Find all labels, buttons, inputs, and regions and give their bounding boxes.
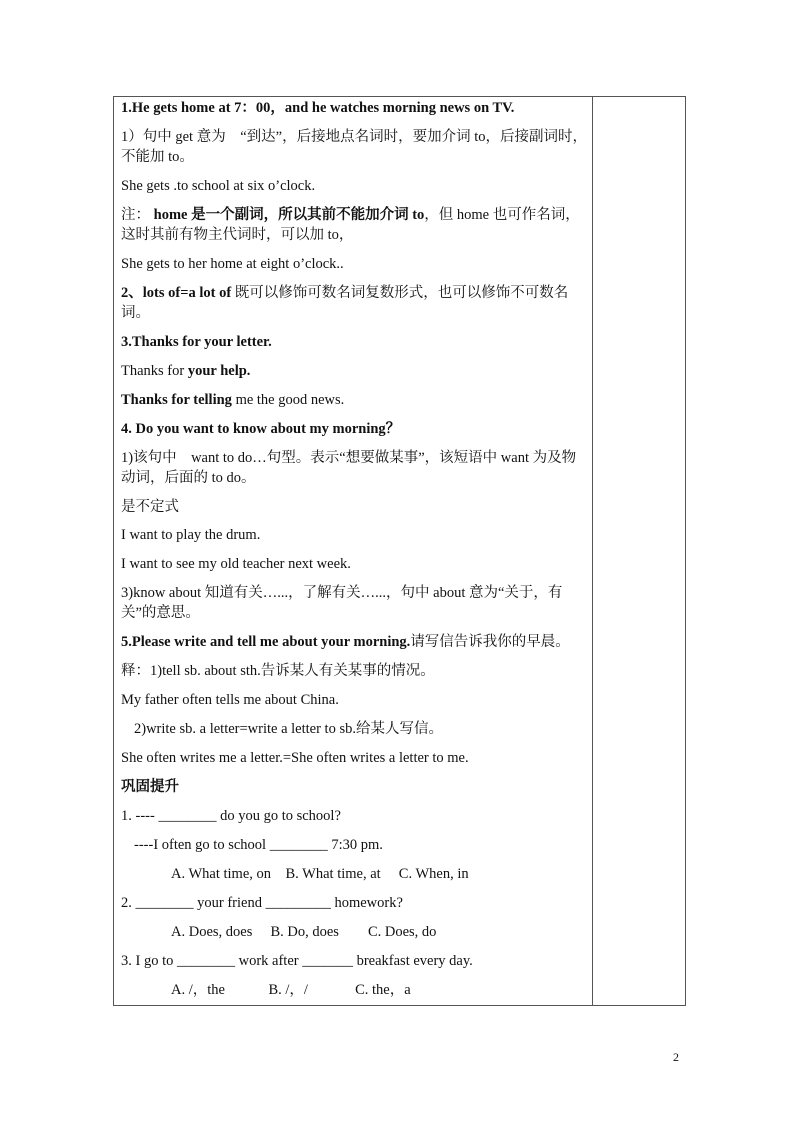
text-line <box>121 254 587 274</box>
text-line <box>121 525 587 545</box>
text-line <box>121 497 587 517</box>
text-line <box>121 419 587 439</box>
text-segment: 释：1)tell sb. about sth.告诉某人有关某事的情况。 <box>121 663 435 679</box>
text-segment: 2. ________ your friend _________ homework? <box>121 895 403 911</box>
text-segment: 4. Do you want to know about my morning？ <box>121 421 401 437</box>
text-segment: 巩固提升 <box>121 779 179 795</box>
text-line <box>121 690 587 710</box>
text-line <box>121 98 587 118</box>
text-line <box>121 806 587 826</box>
text-line <box>121 951 587 971</box>
text-segment: 注： <box>121 207 150 223</box>
text-segment: 5.Please write and tell me about your morning. <box>121 634 411 650</box>
text-segment: Thanks for telling <box>121 392 232 408</box>
text-segment: home 是一个副词，所以其前不能加介词 to <box>150 207 425 223</box>
text-line <box>121 127 587 167</box>
text-segment: 是不定式 <box>121 499 179 515</box>
text-segment: A. /，the B. /，/ C. the，a <box>171 982 411 998</box>
text-segment: 2)write sb. a letter=write a letter to sb.给某人写信。 <box>134 721 443 737</box>
text-line <box>121 390 587 410</box>
text-segment: 1.He gets home at 7：00，and he watches morning news on TV. <box>121 100 515 116</box>
text-segment: A. What time, on B. What time, at C. When, in <box>171 866 469 882</box>
text-segment: A. Does, does B. Do, does C. Does, do <box>171 924 437 940</box>
text-line <box>121 283 587 323</box>
text-line <box>121 777 587 797</box>
text-line <box>121 632 587 652</box>
column-divider <box>592 96 593 1006</box>
table-content-cell <box>121 98 587 1009</box>
text-segment: She gets to her home at eight o’clock.. <box>121 256 344 272</box>
text-line <box>121 583 587 623</box>
text-line <box>121 332 587 352</box>
text-line <box>121 554 587 574</box>
text-segment: She gets .to school at six o’clock. <box>121 178 316 194</box>
text-segment: 3)know about 知道有关…...，了解有关…...，句中 about 意为“关于，有关”的意思。 <box>121 585 563 621</box>
text-segment: 既可以修饰可数名词复数形式，也可以修饰不可数名词。 <box>121 285 569 321</box>
text-line <box>121 980 587 1000</box>
text-segment: I want to play the drum. <box>121 527 261 543</box>
text-segment: She often writes me a letter.=She often writes a letter to me. <box>121 750 469 766</box>
text-segment: ----I often go to school ________ 7:30 pm. <box>134 837 383 853</box>
text-segment: I want to see my old teacher next week. <box>121 556 351 572</box>
text-line <box>121 361 587 381</box>
text-line <box>121 922 587 942</box>
text-segment: 3.Thanks for your letter. <box>121 334 272 350</box>
text-line <box>121 748 587 768</box>
page-number: 2 <box>673 1050 679 1064</box>
text-line <box>121 661 587 681</box>
text-segment: Thanks for <box>121 363 188 379</box>
text-segment: 请写信告诉我你的早晨。 <box>410 634 570 650</box>
text-line <box>121 719 587 739</box>
text-segment: 1）句中 get 意为 “到达”，后接地点名词时，要加介词 to，后接副词时，不能加 to。 <box>121 129 587 165</box>
text-line <box>121 176 587 196</box>
text-segment: 3. I go to ________ work after _______ breakfast every day. <box>121 953 473 969</box>
text-segment: me the good news. <box>231 392 345 408</box>
text-line <box>121 835 587 855</box>
text-line <box>121 205 587 245</box>
text-segment: 1. ---- ________ do you go to school? <box>121 808 341 824</box>
text-segment: your help. <box>187 363 251 379</box>
text-segment: ，但 home 也可作名词，这时其前有物主代词时，可以加 to， <box>121 207 580 243</box>
text-line <box>121 864 587 884</box>
text-line <box>121 448 587 488</box>
text-segment: 1)该句中 want to do…句型。表示“想要做某事”，该短语中 want 为及物动词，后面的 to do。 <box>121 450 577 486</box>
text-segment: My father often tells me about China. <box>121 692 339 708</box>
text-segment: 2、lots of=a lot of <box>121 285 232 301</box>
text-line <box>121 893 587 913</box>
